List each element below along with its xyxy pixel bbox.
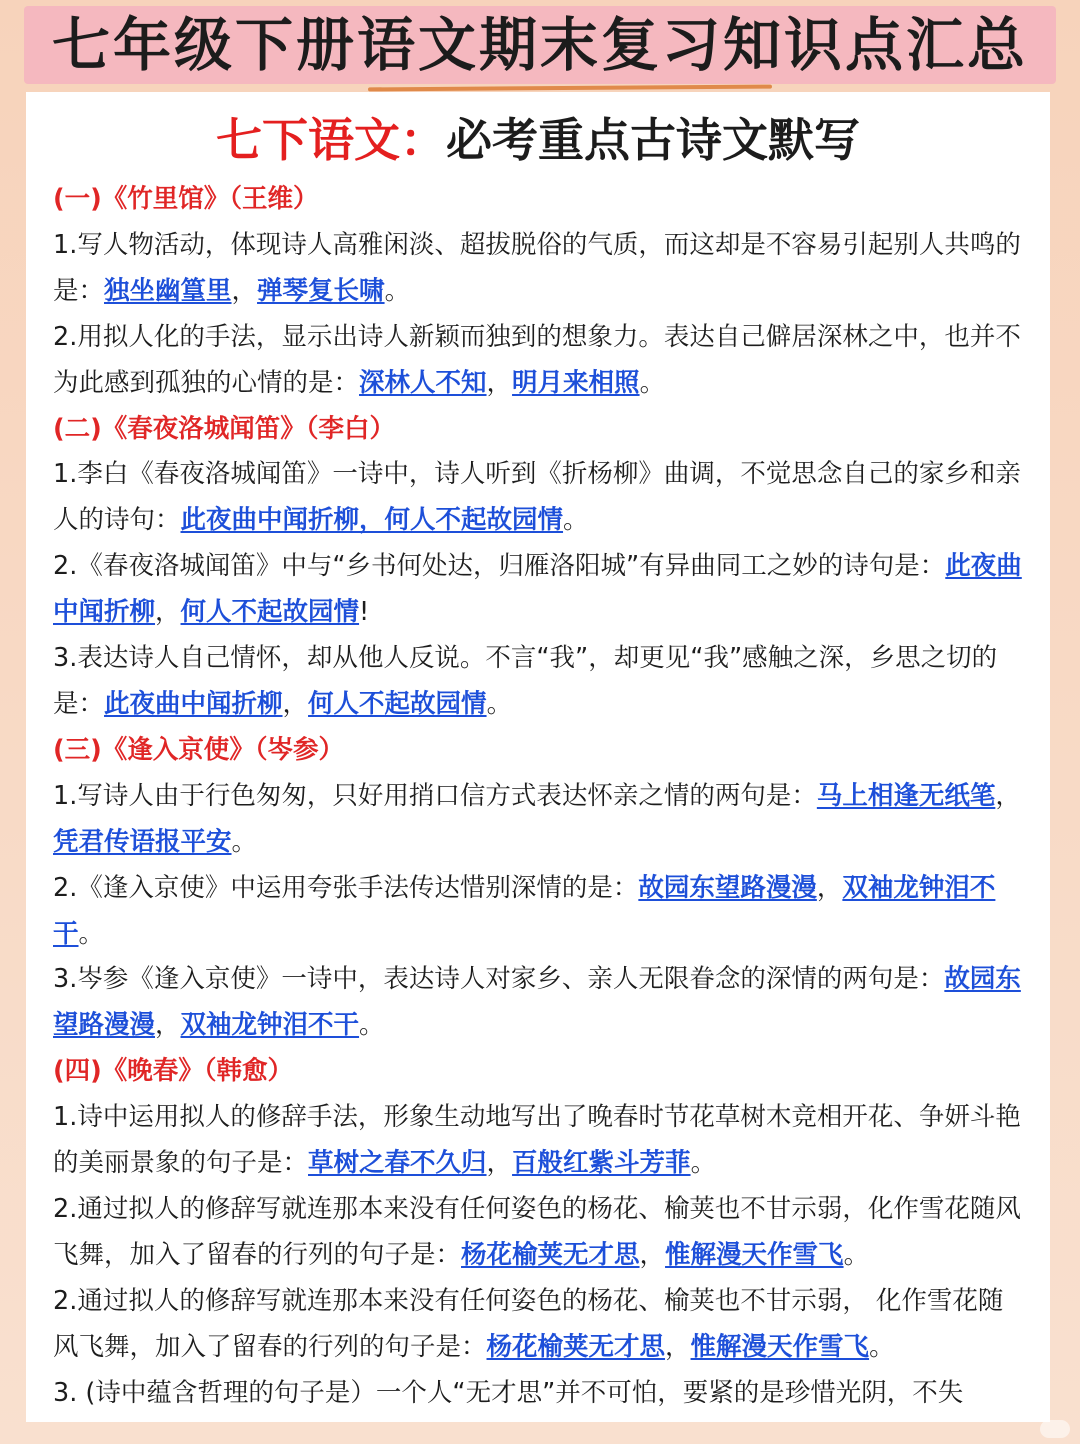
- question-item: [53, 1095, 1028, 1187]
- answer-separator: ，: [231, 275, 258, 306]
- section-heading: (二)《春夜洛城闻笛》（李白）: [53, 413, 396, 444]
- question-text: 2.通过拟人的修辞写就连那本来没有任何姿色的杨花、榆荚也不甘示弱，化作雪花随风飞舞，加入了留春的行列的句子是：: [53, 1193, 1021, 1270]
- question-item: [53, 544, 1028, 636]
- answer-line: 独坐幽篁里: [104, 275, 232, 306]
- question-text: 2.《春夜洛城闻笛》中与“乡书何处达，归雁洛阳城”有异曲同工之妙的诗句是：: [53, 551, 946, 582]
- sentence-end: 。: [869, 1331, 895, 1362]
- answer-separator: ，: [486, 367, 513, 398]
- question-item: [53, 315, 1028, 407]
- sentence-end: 。: [690, 1148, 717, 1179]
- answer-separator: ，: [282, 688, 309, 719]
- question-item: [53, 1279, 1028, 1371]
- question-item: [53, 957, 1028, 1049]
- question-text: 2.用拟人化的手法，显示出诗人新颖而独到的想象力。表达自己僻居深林之中，也并不为此感到孤独的心情的是：: [53, 321, 1021, 398]
- sentence-end: !: [359, 597, 370, 628]
- answer-line: 故园东望路漫漫: [638, 872, 817, 903]
- subtitle-prefix: 七下语文：: [216, 113, 446, 167]
- question-item: [53, 1187, 1028, 1279]
- answer-separator: ，: [639, 1239, 666, 1270]
- question-text: 1.写人物活动，体现诗人高雅闲淡、超拔脱俗的气质，而这却是不容易引起别人共鸣的是：: [53, 229, 1021, 306]
- sentence-end: 。: [231, 826, 258, 857]
- subtitle: [26, 112, 1050, 168]
- answer-line: 凭君传语报平安: [53, 826, 232, 857]
- question-text: 2.通过拟人的修辞写就连那本来没有任何姿色的杨花、榆荚也不甘示弱， 化作雪花随风飞舞，加入了留春的行列的句子是：: [53, 1285, 1004, 1362]
- section-heading: (三)《逢入京使》（岑参）: [53, 734, 345, 765]
- question-text: 1.李白《春夜洛城闻笛》一诗中，诗人听到《折杨柳》曲调，不觉思念自己的家乡和亲人的诗句：: [53, 459, 1021, 536]
- answer-line: 何人不起故园情: [308, 688, 487, 719]
- answer-separator: ，: [155, 1010, 181, 1041]
- answer-separator: ，: [665, 1331, 691, 1362]
- sentence-end: 。: [843, 1239, 870, 1270]
- sentence-end: 。: [78, 918, 105, 949]
- page-title: 七年级下册语文期末复习知识点汇总: [51, 11, 1028, 79]
- answer-separator: ，: [816, 872, 843, 903]
- answer-separator: ，: [155, 597, 181, 628]
- answer-line: 此夜曲中闻折柳，何人不起故园情: [180, 505, 564, 536]
- question-item: [53, 452, 1028, 544]
- answer-line: 马上相逢无纸笔: [816, 780, 996, 811]
- title-banner: [24, 6, 1056, 84]
- sentence-end: 。: [359, 1010, 385, 1041]
- answer-line: 弹琴复长啸: [257, 275, 385, 306]
- section-heading: (一)《竹里馆》（王维）: [53, 184, 319, 214]
- question-text: 2.《逢入京使》中运用夸张手法传达惜别深情的是：: [53, 872, 639, 903]
- question-item: [53, 636, 1028, 728]
- subtitle-main: 必考重点古诗文默写: [446, 113, 860, 167]
- answer-line: 惟解漫天作雪飞: [690, 1331, 870, 1362]
- answer-line: 杨花榆荚无才思: [461, 1239, 640, 1270]
- answer-separator: ，: [995, 780, 1021, 811]
- answer-line: 明月来相照: [512, 367, 640, 398]
- watermark-badge: [1040, 1420, 1070, 1438]
- sentence-end: 。: [563, 505, 589, 536]
- question-text: 1.写诗人由于行色匆匆，只好用捎口信方式表达怀亲之情的两句是：: [53, 780, 817, 811]
- answer-line: 杨花榆荚无才思: [486, 1331, 666, 1362]
- title-underline-decoration: [368, 85, 772, 92]
- sentence-end: 。: [486, 688, 513, 719]
- answer-line: 此夜曲中闻折柳: [53, 551, 1022, 628]
- answer-line: 双袖龙钟泪不干: [53, 872, 996, 949]
- section-heading: (四)《晚春》（韩愈）: [53, 1056, 294, 1087]
- question-text: 3.岑参《逢入京使》一诗中，表达诗人对家乡、亲人无限眷念的深情的两句是：: [53, 964, 945, 995]
- content-card: [26, 92, 1050, 1422]
- answer-line: 深林人不知: [359, 367, 487, 398]
- answer-line: 何人不起故园情: [180, 597, 360, 628]
- answer-line: 此夜曲中闻折柳: [104, 688, 283, 719]
- answer-line: 惟解漫天作雪飞: [665, 1239, 844, 1270]
- answer-line: 草树之春不久归: [308, 1148, 487, 1179]
- question-item: [53, 866, 1028, 958]
- content-body: [53, 177, 1028, 1416]
- question-text: 3. (诗中蕴含哲理的句子是）一个人“无才思”并不可怕，要紧的是珍惜光阴，不失: [53, 1377, 964, 1408]
- sentence-end: 。: [639, 367, 666, 398]
- question-text: 3.表达诗人自己情怀，却从他人反说。不言“我”，却更见“我”感触之深，乡思之切的是：: [53, 643, 998, 719]
- answer-line: 百般红紫斗芳菲: [512, 1148, 691, 1179]
- question-item: [53, 774, 1028, 866]
- question-text: 1.诗中运用拟人的修辞手法，形象生动地写出了晚春时节花草树木竞相开花、争妍斗艳的美丽景象的句子是：: [53, 1102, 1021, 1179]
- answer-line: 故园东望路漫漫: [53, 964, 1021, 1041]
- sentence-end: 。: [384, 275, 411, 306]
- question-item: [53, 223, 1028, 315]
- answer-line: 双袖龙钟泪不干: [180, 1010, 360, 1041]
- question-item: [53, 1371, 1028, 1417]
- answer-separator: ，: [486, 1148, 513, 1179]
